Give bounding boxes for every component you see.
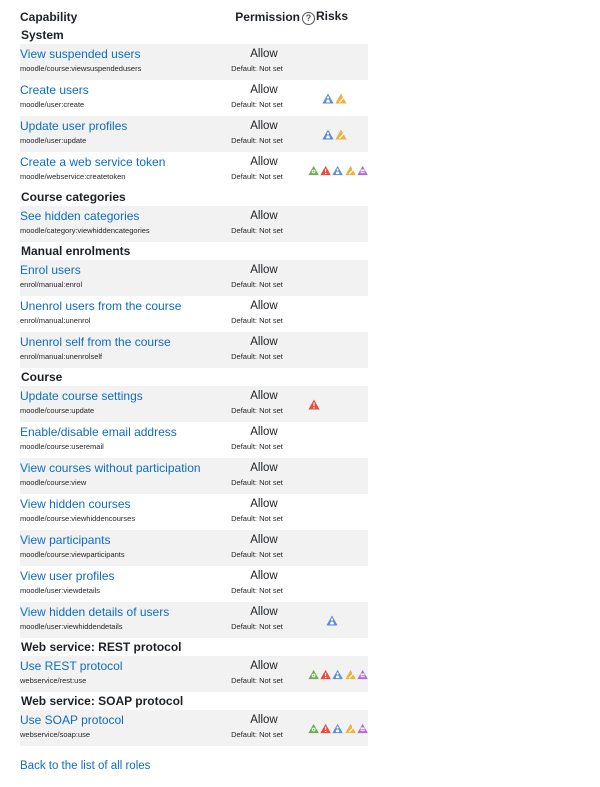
capability-code: enrol/manual:unenrolself <box>20 352 103 361</box>
data-loss-risk-icon[interactable] <box>357 669 368 680</box>
personal-data-risk-icon[interactable] <box>332 723 343 734</box>
capability-cell <box>20 656 202 692</box>
risks-cell <box>302 530 368 566</box>
permission-cell <box>202 206 302 242</box>
capability-code: moodle/course:viewsuspendedusers <box>20 64 142 73</box>
permission-cell <box>202 710 302 746</box>
capability-code: moodle/course:view <box>20 478 87 487</box>
capability-link[interactable]: Create a web service token <box>20 155 166 169</box>
capability-cell <box>20 530 202 566</box>
permission-value[interactable]: Allow <box>250 336 278 348</box>
permission-cell <box>202 386 302 422</box>
capability-cell <box>20 296 202 332</box>
risk-icons <box>302 93 368 104</box>
risks-cell <box>302 566 368 602</box>
risk-icons <box>302 723 368 734</box>
risks-cell <box>302 296 368 332</box>
risk-icons <box>302 399 368 410</box>
header-risks-label: Risks <box>316 9 349 23</box>
capability-code: moodle/course:useremail <box>20 442 104 451</box>
permission-default: Default: Not set <box>231 226 283 235</box>
table-row <box>20 44 368 80</box>
table-row <box>20 80 368 116</box>
header-permission <box>202 8 302 26</box>
permission-cell <box>202 116 302 152</box>
capability-link[interactable]: Update course settings <box>20 389 143 403</box>
permission-value[interactable]: Allow <box>250 48 278 60</box>
spam-risk-icon[interactable] <box>308 669 319 680</box>
permission-value[interactable]: Allow <box>250 300 278 312</box>
permission-cell <box>202 458 302 494</box>
xss-risk-icon[interactable] <box>320 165 331 176</box>
xss-risk-icon[interactable] <box>320 723 331 734</box>
personal-data-risk-icon[interactable] <box>326 615 338 626</box>
table-row <box>20 116 368 152</box>
permission-cell <box>202 566 302 602</box>
table-row <box>20 386 368 422</box>
group-title: Course categories <box>20 188 368 206</box>
group-title: Web service: SOAP protocol <box>20 692 368 710</box>
capability-link[interactable]: Enable/disable email address <box>20 425 177 439</box>
permission-default: Default: Not set <box>231 172 283 181</box>
capability-code: enrol/manual:enrol <box>20 280 83 289</box>
risks-cell <box>302 422 368 458</box>
permission-cell <box>202 332 302 368</box>
capabilities-panel <box>20 8 368 746</box>
risks-cell <box>302 152 368 188</box>
capability-code: moodle/webservice:createtoken <box>20 172 126 181</box>
risks-cell <box>302 80 368 116</box>
permission-value[interactable]: Allow <box>250 714 278 726</box>
permission-default: Default: Not set <box>231 442 283 451</box>
table-row <box>20 206 368 242</box>
permission-value[interactable]: Allow <box>250 390 278 402</box>
group-title: Course <box>20 368 368 386</box>
group-header-row <box>20 638 368 656</box>
permission-default: Default: Not set <box>231 136 283 145</box>
capability-code: moodle/course:viewhiddencourses <box>20 514 136 523</box>
group-header-row <box>20 368 368 386</box>
capability-link[interactable]: Use SOAP protocol <box>20 713 124 727</box>
table-row <box>20 494 368 530</box>
capability-cell <box>20 386 202 422</box>
permission-default: Default: Not set <box>231 622 283 631</box>
risks-cell <box>302 458 368 494</box>
permission-value[interactable]: Allow <box>250 660 278 672</box>
permission-value[interactable]: Allow <box>250 426 278 438</box>
capability-link[interactable]: Create users <box>20 83 89 97</box>
capability-link[interactable]: See hidden categories <box>20 209 140 223</box>
capability-code: webservice/soap:use <box>20 730 91 739</box>
group-title: Web service: REST protocol <box>20 638 368 656</box>
capability-cell <box>20 566 202 602</box>
header-risks <box>302 8 368 26</box>
permission-value[interactable]: Allow <box>250 156 278 168</box>
help-icon[interactable]: ? <box>302 12 315 25</box>
table-row <box>20 458 368 494</box>
table-row <box>20 602 368 638</box>
personal-data-risk-icon[interactable] <box>322 129 334 140</box>
permission-default: Default: Not set <box>231 586 283 595</box>
risks-cell <box>302 602 368 638</box>
xss-risk-icon[interactable] <box>320 669 331 680</box>
permission-value[interactable]: Allow <box>250 84 278 96</box>
permission-cell <box>202 152 302 188</box>
permission-value[interactable]: Allow <box>250 264 278 276</box>
group-title: System <box>20 26 368 44</box>
permission-cell <box>202 656 302 692</box>
permission-default: Default: Not set <box>231 64 283 73</box>
capability-link[interactable]: Use REST protocol <box>20 659 123 673</box>
permission-default: Default: Not set <box>231 550 283 559</box>
permission-cell <box>202 260 302 296</box>
permission-cell <box>202 530 302 566</box>
permission-default: Default: Not set <box>231 730 283 739</box>
table-row <box>20 260 368 296</box>
risk-icons <box>302 165 368 176</box>
capability-code: webservice/rest:use <box>20 676 87 685</box>
capability-cell <box>20 458 202 494</box>
capability-link[interactable]: Unenrol users from the course <box>20 299 182 313</box>
capability-link[interactable]: View suspended users <box>20 47 141 61</box>
data-loss-risk-icon[interactable] <box>357 165 368 176</box>
capability-link[interactable]: Unenrol self from the course <box>20 335 171 349</box>
group-header-row <box>20 242 368 260</box>
table-row <box>20 152 368 188</box>
table-row <box>20 332 368 368</box>
capability-cell <box>20 602 202 638</box>
risks-cell <box>302 44 368 80</box>
risks-cell <box>302 206 368 242</box>
capability-link[interactable]: View hidden details of users <box>20 605 170 619</box>
risks-cell <box>302 386 368 422</box>
table-row <box>20 656 368 692</box>
capability-code: moodle/user:update <box>20 136 87 145</box>
spam-risk-icon[interactable] <box>308 165 319 176</box>
permission-cell <box>202 44 302 80</box>
capability-link[interactable]: View participants <box>20 533 111 547</box>
capability-link[interactable]: View courses without participation <box>20 461 201 475</box>
capability-link[interactable]: View user profiles <box>20 569 115 583</box>
permission-value[interactable]: Allow <box>250 534 278 546</box>
capability-link[interactable]: Update user profiles <box>20 119 128 133</box>
permission-cell <box>202 602 302 638</box>
permission-value[interactable]: Allow <box>250 570 278 582</box>
capabilities-body <box>20 26 368 746</box>
capabilities-table <box>20 8 368 746</box>
personal-data-risk-icon[interactable] <box>332 165 343 176</box>
spam-risk-icon[interactable] <box>308 723 319 734</box>
header-capability: Capability <box>20 10 78 24</box>
permission-cell <box>202 296 302 332</box>
capability-cell <box>20 422 202 458</box>
capability-cell <box>20 206 202 242</box>
capability-cell <box>20 494 202 530</box>
permission-default: Default: Not set <box>231 316 283 325</box>
header-permission-label: Permission <box>235 10 300 24</box>
table-row <box>20 296 368 332</box>
risks-cell <box>302 656 368 692</box>
permission-default: Default: Not set <box>231 406 283 415</box>
config-risk-icon[interactable] <box>345 669 356 680</box>
risks-cell <box>302 260 368 296</box>
capability-cell <box>20 116 202 152</box>
data-loss-risk-icon[interactable] <box>357 723 368 734</box>
permission-value[interactable]: Allow <box>250 210 278 222</box>
capability-code: moodle/user:create <box>20 100 85 109</box>
capability-code: moodle/course:viewparticipants <box>20 550 125 559</box>
capability-cell <box>20 260 202 296</box>
capability-cell <box>20 332 202 368</box>
risk-icons <box>302 669 368 680</box>
capability-link[interactable]: View hidden courses <box>20 497 131 511</box>
capability-code: moodle/category:viewhiddencategories <box>20 226 150 235</box>
risks-cell <box>302 116 368 152</box>
permission-value[interactable]: Allow <box>250 498 278 510</box>
capability-link[interactable]: Enrol users <box>20 263 81 277</box>
risk-icons <box>302 129 368 140</box>
group-header-row <box>20 188 368 206</box>
personal-data-risk-icon[interactable] <box>332 669 343 680</box>
permission-default: Default: Not set <box>231 478 283 487</box>
permission-default: Default: Not set <box>231 514 283 523</box>
risks-cell <box>302 494 368 530</box>
config-risk-icon[interactable] <box>335 93 347 104</box>
permission-value[interactable]: Allow <box>250 462 278 474</box>
permission-cell <box>202 422 302 458</box>
capability-code: moodle/user:viewhiddendetails <box>20 622 123 631</box>
table-row <box>20 710 368 746</box>
permission-default: Default: Not set <box>231 352 283 361</box>
group-header-row <box>20 692 368 710</box>
table-row <box>20 566 368 602</box>
table-header-row <box>20 8 368 26</box>
group-title: Manual enrolments <box>20 242 368 260</box>
personal-data-risk-icon[interactable] <box>322 93 334 104</box>
capability-code: moodle/course:update <box>20 406 95 415</box>
permission-value[interactable]: Allow <box>250 120 278 132</box>
capability-cell <box>20 80 202 116</box>
capability-cell <box>20 710 202 746</box>
permission-value[interactable]: Allow <box>250 606 278 618</box>
permission-default: Default: Not set <box>231 676 283 685</box>
config-risk-icon[interactable] <box>345 165 356 176</box>
permission-cell <box>202 494 302 530</box>
risk-icons <box>302 615 368 626</box>
capability-cell <box>20 152 202 188</box>
permission-default: Default: Not set <box>231 280 283 289</box>
table-row <box>20 530 368 566</box>
permission-cell <box>202 80 302 116</box>
back-to-roles-link[interactable]: Back to the list of all roles <box>20 760 151 772</box>
config-risk-icon[interactable] <box>335 129 347 140</box>
capability-code: enrol/manual:unenrol <box>20 316 91 325</box>
config-risk-icon[interactable] <box>345 723 356 734</box>
risks-cell <box>302 332 368 368</box>
group-header-row <box>20 26 368 44</box>
xss-risk-icon[interactable] <box>308 399 320 410</box>
table-row <box>20 422 368 458</box>
permission-default: Default: Not set <box>231 100 283 109</box>
risks-cell <box>302 710 368 746</box>
capability-code: moodle/user:viewdetails <box>20 586 101 595</box>
capability-cell <box>20 44 202 80</box>
